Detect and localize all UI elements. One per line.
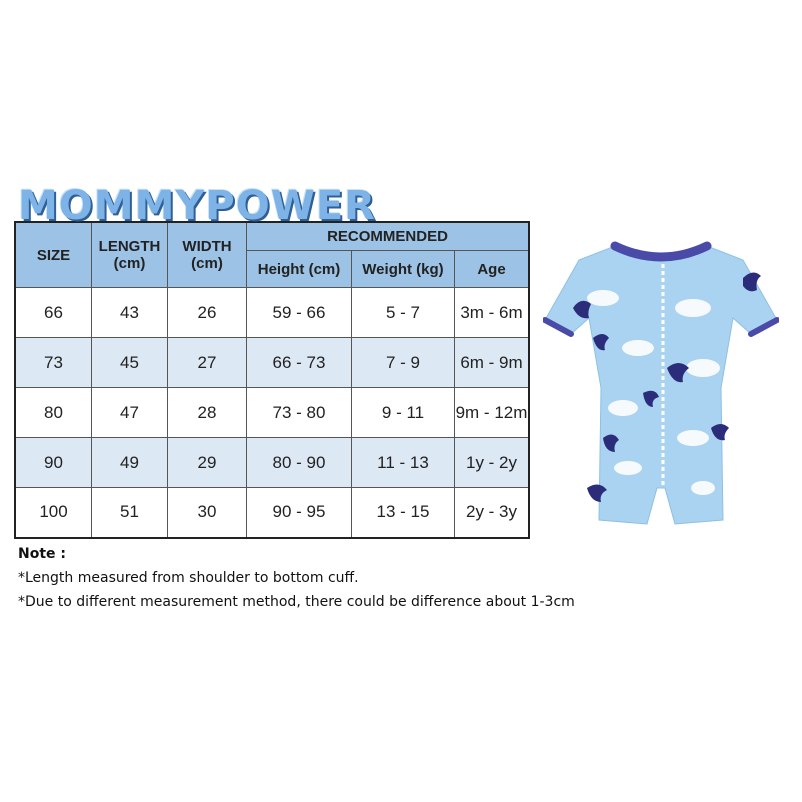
header-length-unit: (cm) — [113, 255, 146, 272]
cell-age: 2y - 3y — [455, 488, 530, 538]
header-length-label: LENGTH — [98, 238, 161, 255]
table-row — [15, 338, 529, 388]
cell-weight: 13 - 15 — [352, 488, 455, 538]
note-title: Note : — [18, 546, 66, 562]
header-width-label: WIDTH — [182, 238, 232, 255]
cell-height: 80 - 90 — [247, 438, 352, 488]
cell-height: 59 - 66 — [247, 288, 352, 338]
cell-weight: 7 - 9 — [352, 338, 455, 388]
cell-length: 43 — [92, 288, 168, 338]
cell-weight: 9 - 11 — [352, 388, 455, 438]
cell-age: 6m - 9m — [455, 338, 530, 388]
cell-length: 51 — [92, 488, 168, 538]
cell-width: 30 — [168, 488, 247, 538]
cell-length: 47 — [92, 388, 168, 438]
cell-size: 73 — [15, 338, 92, 388]
cell-size: 90 — [15, 438, 92, 488]
header-width-unit: (cm) — [191, 255, 223, 272]
cell-weight: 11 - 13 — [352, 438, 455, 488]
header-length — [92, 222, 168, 288]
table-row — [15, 438, 529, 488]
cell-width: 29 — [168, 438, 247, 488]
cell-size: 66 — [15, 288, 92, 338]
cell-weight: 5 - 7 — [352, 288, 455, 338]
note-line-length: *Length measured from shoulder to bottom cuff. — [18, 570, 359, 586]
cell-length: 45 — [92, 338, 168, 388]
romper-body — [545, 246, 777, 524]
cell-age: 1y - 2y — [455, 438, 530, 488]
header-recommended: RECOMMENDED — [247, 222, 530, 251]
cell-height: 73 - 80 — [247, 388, 352, 438]
cell-width: 26 — [168, 288, 247, 338]
brand-logo: MOMMYPOWER — [18, 183, 376, 229]
romper-product-image — [543, 238, 779, 530]
cell-height: 66 - 73 — [247, 338, 352, 388]
table-row — [15, 488, 529, 538]
notes-section — [18, 542, 575, 614]
header-width — [168, 222, 247, 288]
header-age: Age — [455, 251, 530, 288]
cell-width: 27 — [168, 338, 247, 388]
note-line-difference: *Due to different measurement method, there could be difference about 1-3cm — [18, 594, 575, 610]
size-chart-table — [14, 221, 530, 539]
header-height: Height (cm) — [247, 251, 352, 288]
cell-size: 80 — [15, 388, 92, 438]
cell-size: 100 — [15, 488, 92, 538]
header-weight: Weight (kg) — [352, 251, 455, 288]
cell-height: 90 - 95 — [247, 488, 352, 538]
header-size: SIZE — [15, 222, 92, 288]
table-row — [15, 388, 529, 438]
cell-length: 49 — [92, 438, 168, 488]
table-row — [15, 288, 529, 338]
cell-width: 28 — [168, 388, 247, 438]
cell-age: 3m - 6m — [455, 288, 530, 338]
romper-collar — [615, 246, 707, 257]
cell-age: 9m - 12m — [455, 388, 530, 438]
